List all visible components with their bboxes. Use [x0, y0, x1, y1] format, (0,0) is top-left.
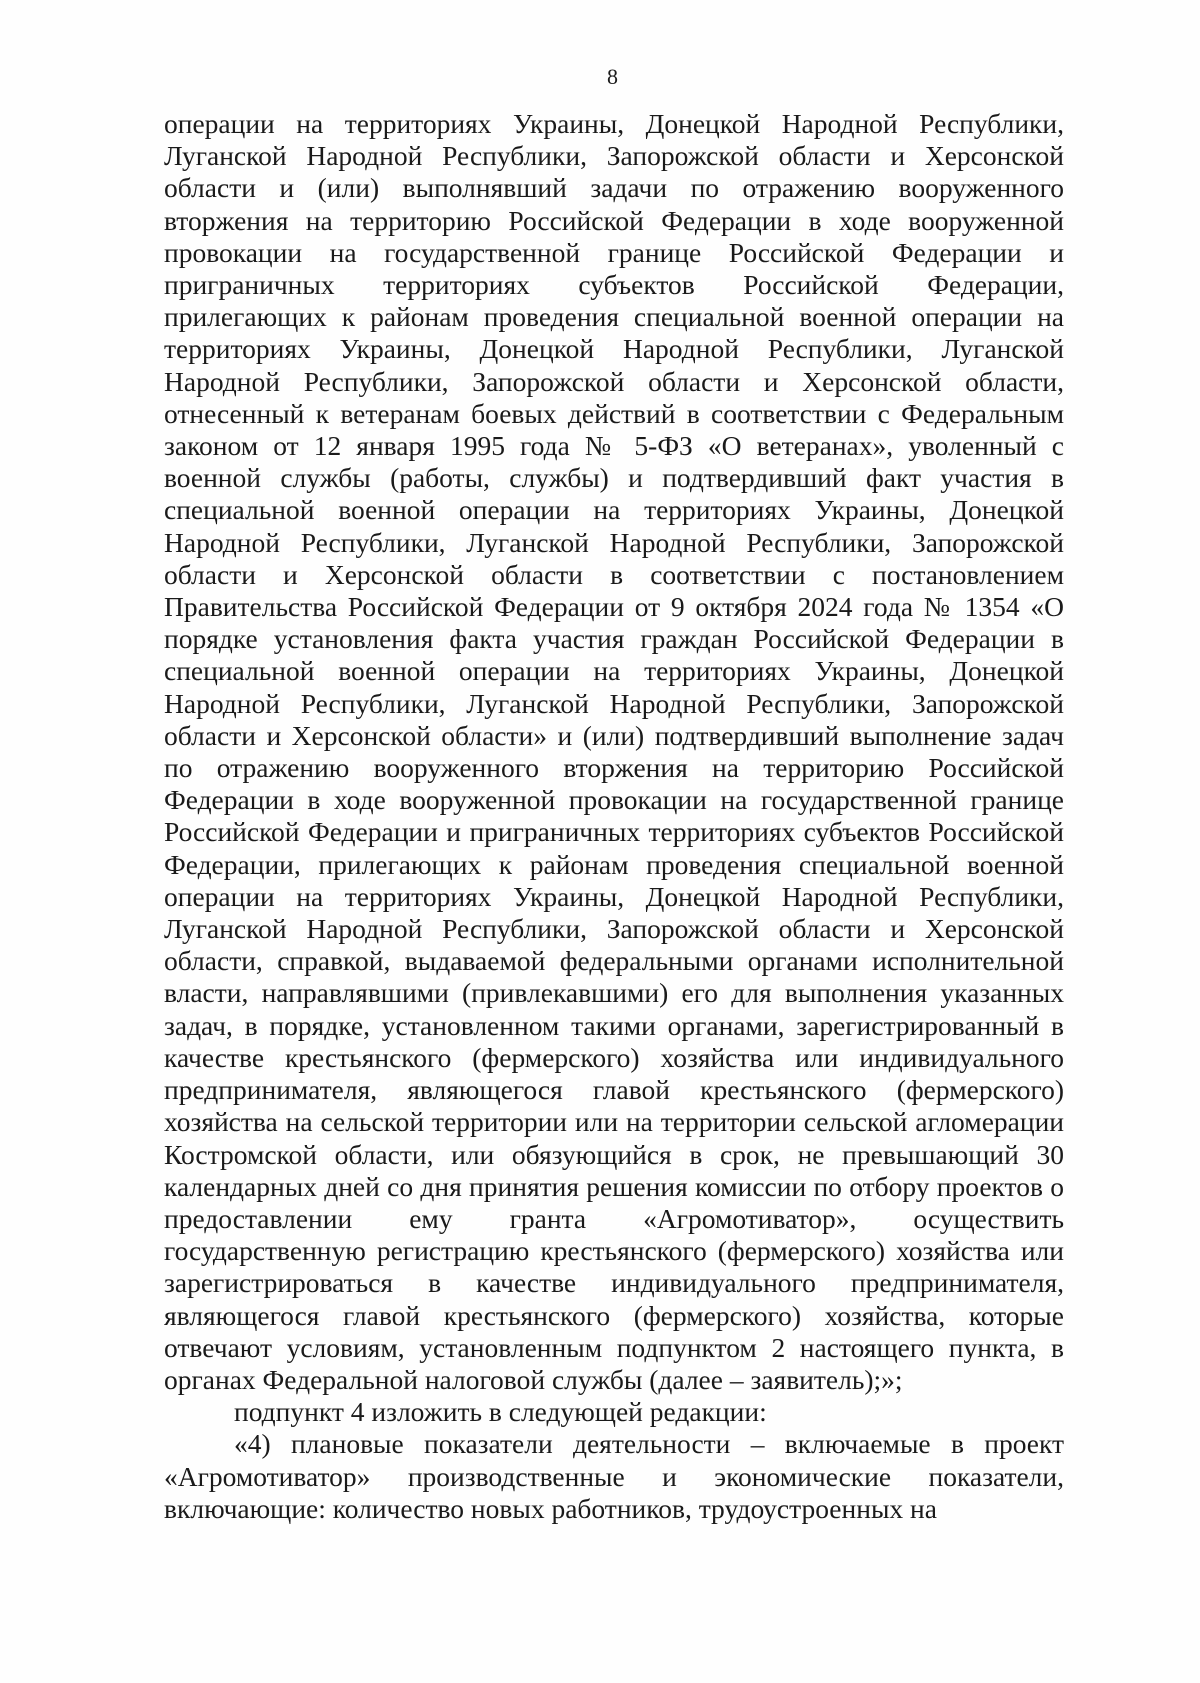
document-body	[164, 108, 1064, 1525]
paragraph-continuation: операции на территориях Украины, Донецкой Народной Республики, Луганской Народной Республики, Запорожской области и Херсонской области и (или) выполнявший задачи по отражению вооруженного вторжения на территорию Российской Федерации в ходе вооруженной провокации на государственной границе Российской Федерации и приграничных территориях субъектов Российской Федерации, прилегающих к районам проведения специальной военной операции на территориях Украины, Донецкой Народной Республики, Луганской Народной Республики, Запорожской области и Херсонской области, отнесенный к ветеранам боевых действий в соответствии с Федеральным законом от 12 января 1995 года № 5-ФЗ «О ветеранах», уволенный с военной службы (работы, службы) и подтвердивший факт участия в специальной военной операции на территориях Украины, Донецкой Народной Республики, Луганской Народной Республики, Запорожской области и Херсонской области в соответствии с постановлением Правительства Российской Федерации от 9 октября 2024 года № 1354 «О порядке установления факта участия граждан Российской Федерации в специальной военной операции на территориях Украины, Донецкой Народной Республики, Луганской Народной Республики, Запорожской области и Херсонской области» и (или) подтвердивший выполнение задач по отражению вооруженного вторжения на территорию Российской Федерации в ходе вооруженной провокации на государственной границе Российской Федерации и приграничных территориях субъектов Российской Федерации, прилегающих к районам проведения специальной военной операции на территориях Украины, Донецкой Народной Республики, Луганской Народной Республики, Запорожской области и Херсонской области, справкой, выдаваемой федеральными органами исполнительной власти, направлявшими (привлекавшими) его для выполнения указанных задач, в порядке, установленном такими органами, зарегистрированный в качестве крестьянского (фермерского) хозяйства или индивидуального предпринимателя, являющегося главой крестьянского (фермерского) хозяйства на сельской территории или на территории сельской агломерации Костромской области, или обязующийся в срок, не превышающий 30 календарных дней со дня принятия решения комиссии по отбору проектов о предоставлении ему гранта «Агромотиватор», осуществить государственную регистрацию крестьянского (фермерского) хозяйства или зарегистрироваться в качестве индивидуального предпринимателя, являющегося главой крестьянского (фермерского) хозяйства, которые отвечают условиям, установленным подпунктом 2 настоящего пункта, в органах Федеральной налоговой службы (далее – заявитель);»;	[164, 108, 1064, 1395]
page-number: 8	[607, 64, 618, 89]
paragraph-subpoint-4: «4) плановые показатели деятельности – включаемые в проект «Агромотиватор» производственные и экономические показатели, включающие: количество новых работников, трудоустроенных на	[164, 1428, 1064, 1524]
paragraph-subpoint-instruction: подпункт 4 изложить в следующей редакции:	[234, 1396, 767, 1428]
